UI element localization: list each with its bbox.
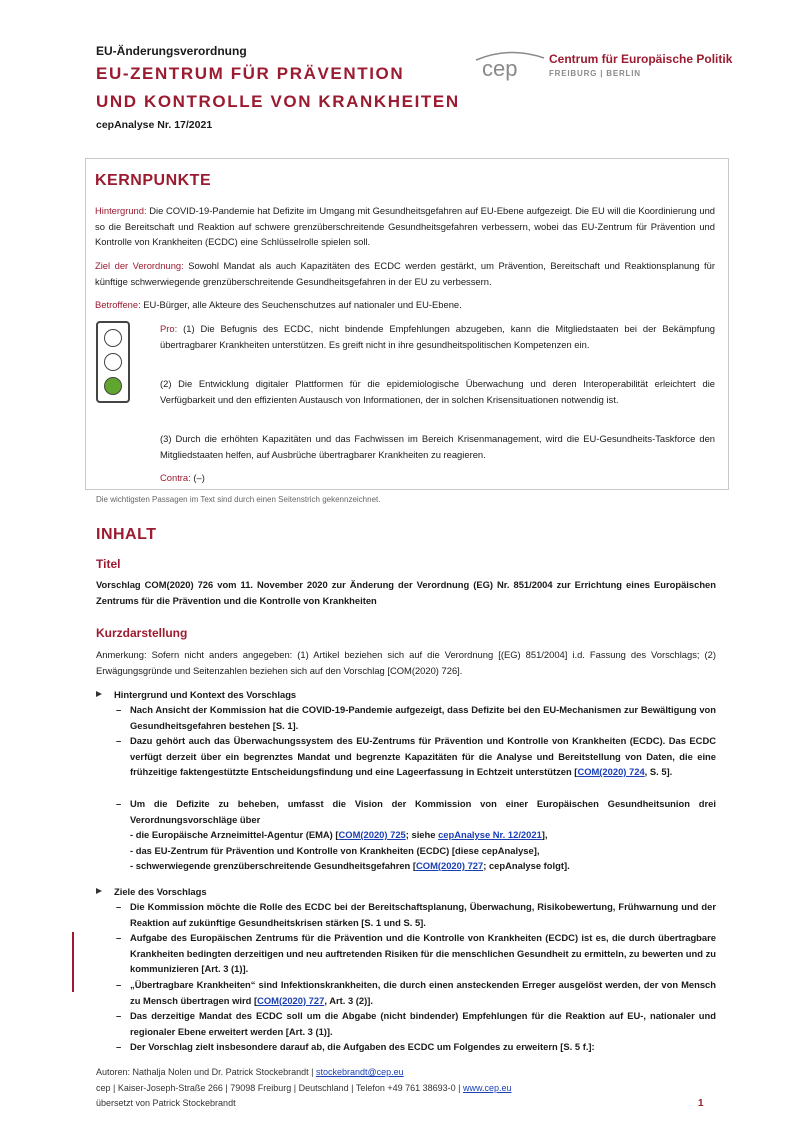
- ziel-text: Sowohl Mandat als auch Kapazitäten des ECDC werden gestärkt, um Prävention, Bereitschaft und Reaktionsplanung für künftige schwerwiegende grenzüberschreitende Gesundheitsgefahren in der EU zu verbessern.: [95, 260, 715, 287]
- link-com-2020-727[interactable]: COM(2020) 727: [416, 860, 484, 871]
- kurzdarstellung-heading: Kurzdarstellung: [96, 626, 188, 640]
- list-item-text: Aufgabe des Europäischen Zentrums für die Prävention und die Kontrolle von Krankheiten (ECDC) ist es, die durch übertragbare Krankheiten bedingten derzeitigen und neu auftretenden Risiken für die menschlichen Gesundheit zu ermitteln, zu bewerten und zu kommunizieren [Art. 3 (1)].: [130, 932, 717, 975]
- hintergrund-label: Hintergrund:: [95, 205, 147, 216]
- sub-list-item: [130, 858, 570, 874]
- dash-bullet: –: [116, 979, 122, 990]
- title-line-2: UND KONTROLLE VON KRANKHEITEN: [96, 92, 460, 111]
- list-item-text: , Art. 3 (2)].: [324, 994, 373, 1006]
- list-item-text: Dazu gehört auch das Überwachungssystem des EU-Zentrums für Prävention und Kontrolle von Krankheiten (ECDC). Das ECDC verfügt derzeit über ein begrenztes Mandat und begrenzte Kapazitäten für die Analyse und Bereitstellung von Daten, die eine frühzeitige faktengestützte Entscheidungsfindung und eine Lageerfassung in Echtzeit unterstützen [: [130, 735, 716, 778]
- dash-bullet: –: [116, 1010, 122, 1021]
- sub-list-item: [130, 827, 548, 843]
- ziel-paragraph: [95, 258, 715, 289]
- list-item: [116, 796, 716, 827]
- analysis-number: cepAnalyse Nr. 17/2021: [96, 119, 213, 131]
- dash-bullet: –: [116, 932, 122, 943]
- link-com-2020-727-b[interactable]: COM(2020) 727: [257, 994, 325, 1006]
- sub-item-text: ; siehe: [405, 829, 439, 840]
- website-link[interactable]: www.cep.eu: [463, 1083, 512, 1093]
- dash-bullet: –: [116, 901, 122, 912]
- bullet-heading-text: Hintergrund und Kontext des Vorschlags: [114, 689, 297, 700]
- sub-list-item: - das EU-Zentrum für Prävention und Kontrolle von Krankheiten (ECDC) [diese cepAnalyse],: [130, 845, 540, 856]
- sub-item-text: ],: [541, 829, 548, 840]
- dash-bullet: –: [116, 1041, 122, 1052]
- traffic-light-green-on: [104, 377, 122, 395]
- pro-label: Pro:: [160, 323, 178, 334]
- titel-text: Vorschlag COM(2020) 726 vom 11. November 2020 zur Änderung der Verordnung (EG) Nr. 851/2004 zur Errichtung eines Europäischen Zentrums für die Prävention und die Kontrolle von Krankheiten: [96, 579, 716, 606]
- list-item: [116, 977, 716, 1008]
- betroffene-label: Betroffene:: [95, 299, 141, 310]
- dash-bullet: –: [116, 704, 122, 715]
- link-com-2020-725[interactable]: COM(2020) 725: [338, 829, 406, 840]
- pro-paragraph-2: (2) Die Entwicklung digitaler Plattformen für die epidemiologische Überwachung und deren Interoperabilität erleichtert die Verfügbarkeit und den effizienten Austausch von Informationen, der in solchen Krisensituationen notwendig ist.: [160, 378, 715, 405]
- dash-bullet: –: [116, 735, 122, 746]
- betroffene-text: EU-Bürger, alle Akteure des Seuchenschutzes auf nationaler und EU-Ebene.: [140, 299, 462, 310]
- triangle-bullet-icon: [96, 888, 102, 894]
- list-item: [116, 733, 716, 780]
- document-type: EU-Änderungsverordnung: [96, 44, 247, 58]
- ziel-label: Ziel der Verordnung:: [95, 260, 184, 271]
- sub-item-text: - die Europäische Arzneimittel-Agentur (EMA) [: [130, 829, 339, 840]
- traffic-light-yellow-off: [104, 353, 122, 371]
- link-cepanalyse-12-2021[interactable]: cepAnalyse Nr. 12/2021: [438, 829, 542, 840]
- link-com-2020-724[interactable]: COM(2020) 724: [577, 766, 645, 778]
- list-item-text: „Übertragbare Krankheiten“ sind Infektionskrankheiten, die durch einen ansteckenden Erreger ausgelöst werden, der von Mensch zu Mensch übertragen wird [: [130, 979, 716, 1006]
- authors-text: Autoren: Nathalja Nolen und Dr. Patrick Stockebrandt |: [96, 1067, 316, 1077]
- pro-text-1: (1) Die Befugnis des ECDC, nicht bindende Empfehlungen abzugeben, kann die Mitgliedstaaten bei der Bekämpfung übertragbarer Krankheiten unterstützen. Es greift nicht in ihre gesundheitspolitischen Kompetenzen ein.: [160, 323, 715, 350]
- list-item: [116, 1039, 716, 1055]
- bullet-hintergrund-kontext: [96, 687, 296, 703]
- bullet-heading-text: Ziele des Vorschlags: [114, 886, 207, 897]
- contra-text: (–): [190, 472, 205, 483]
- bullet-ziele: [96, 884, 207, 900]
- list-item-text: Um die Defizite zu beheben, umfasst die Vision der Kommission von einer Europäischen Gesundheitsunion drei Verordnungsvorschläge über: [130, 798, 716, 825]
- footer-authors: [96, 1067, 404, 1077]
- pro-paragraph-1: [160, 321, 715, 352]
- sub-item-text: - schwerwiegende grenzüberschreitende Gesundheitsgefahren [: [130, 860, 417, 871]
- list-item-text: Nach Ansicht der Kommission hat die COVID-19-Pandemie aufgezeigt, dass Defizite bei den EU-Mechanismen zur Bewältigung von Gesundheitsgefahren bestehen [S. 1].: [130, 704, 716, 731]
- inhalt-heading: INHALT: [96, 526, 157, 543]
- traffic-light-icon: [96, 321, 130, 403]
- titel-heading: Titel: [96, 557, 121, 571]
- logo-subtitle: FREIBURG | BERLIN: [549, 69, 641, 78]
- list-item: [116, 1008, 716, 1039]
- pro-paragraph-3: (3) Durch die erhöhten Kapazitäten und das Fachwissen im Bereich Krisenmanagement, wird die EU-Gesundheits-Taskforce den Mitgliedstaaten helfen, auf Ausbrüche übertragbarer Krankheiten zu reagieren.: [160, 433, 715, 460]
- sub-item-text: ; cepAnalyse folgt].: [483, 860, 570, 871]
- footer-translator: übersetzt von Patrick Stockebrandt: [96, 1098, 236, 1108]
- list-item: [116, 930, 717, 977]
- anmerkung-text: Anmerkung: Sofern nicht anders angegeben: (1) Artikel beziehen sich auf die Verordnung [(EG) 851/2004] i.d. Fassung des Vorschlags; (2) Erwägungsgründe und Seitenzahlen beziehen sich auf den Vorschlag [COM(2020) 726].: [96, 649, 716, 676]
- hintergrund-text: Die COVID-19-Pandemie hat Defizite im Umgang mit Gesundheitsgefahren auf EU-Ebene aufgezeigt. Die EU will die Koordinierung und so die Bereitschaft und Reaktion auf schwere grenzüberschreitende Gesundheitsgefahren verbessern, wobei das EU-Zentrum für Prävention und Kontrolle von Krankheiten (ECDC) eine Schlüsselrolle spielen soll.: [95, 205, 715, 248]
- list-item: [116, 702, 716, 733]
- betroffene-paragraph: [95, 297, 715, 313]
- footer-address: [96, 1083, 512, 1093]
- list-item-text: Die Kommission möchte die Rolle des ECDC bei der Bereitschaftsplanung, Überwachung, Risikobewertung, Frühwarnung und der Reaktion auf zukünftige Gesundheitskrisen stärken [S. 1 und S. 5].: [130, 901, 716, 928]
- traffic-light-red-off: [104, 329, 122, 347]
- dash-bullet: –: [116, 798, 122, 809]
- title-line-1: EU-ZENTRUM FÜR PRÄVENTION: [96, 64, 405, 83]
- hintergrund-paragraph: [95, 203, 715, 250]
- list-item: [116, 899, 716, 930]
- logo-mark: cep: [482, 56, 518, 81]
- kernpunkte-heading: KERNPUNKTE: [95, 172, 212, 189]
- important-passage-marker: [72, 932, 74, 992]
- triangle-bullet-icon: [96, 691, 102, 697]
- list-item-text: Das derzeitige Mandat des ECDC soll um die Abgabe (nicht bindender) Empfehlungen für die Reaktion auf EU-, nationaler und regionaler Ebene erweitert werden [Art. 3 (1)].: [130, 1010, 716, 1037]
- contra-paragraph: [160, 470, 715, 486]
- list-item-text: Der Vorschlag zielt insbesondere darauf ab, die Aufgaben des ECDC um Folgendes zu erweitern [S. 5 f.]:: [130, 1041, 595, 1052]
- list-item-text: , S. 5].: [644, 766, 673, 778]
- contra-label: Contra:: [160, 472, 191, 483]
- address-text: cep | Kaiser-Joseph-Straße 266 | 79098 Freiburg | Deutschland | Telefon +49 761 38693-0 |: [96, 1083, 464, 1093]
- author-email-link[interactable]: stockebrandt@cep.eu: [315, 1067, 404, 1077]
- footnote: Die wichtigsten Passagen im Text sind durch einen Seitenstrich gekennzeichnet.: [96, 495, 381, 504]
- logo-name: Centrum für Europäische Politik: [549, 52, 733, 66]
- page-number: 1: [698, 1098, 704, 1109]
